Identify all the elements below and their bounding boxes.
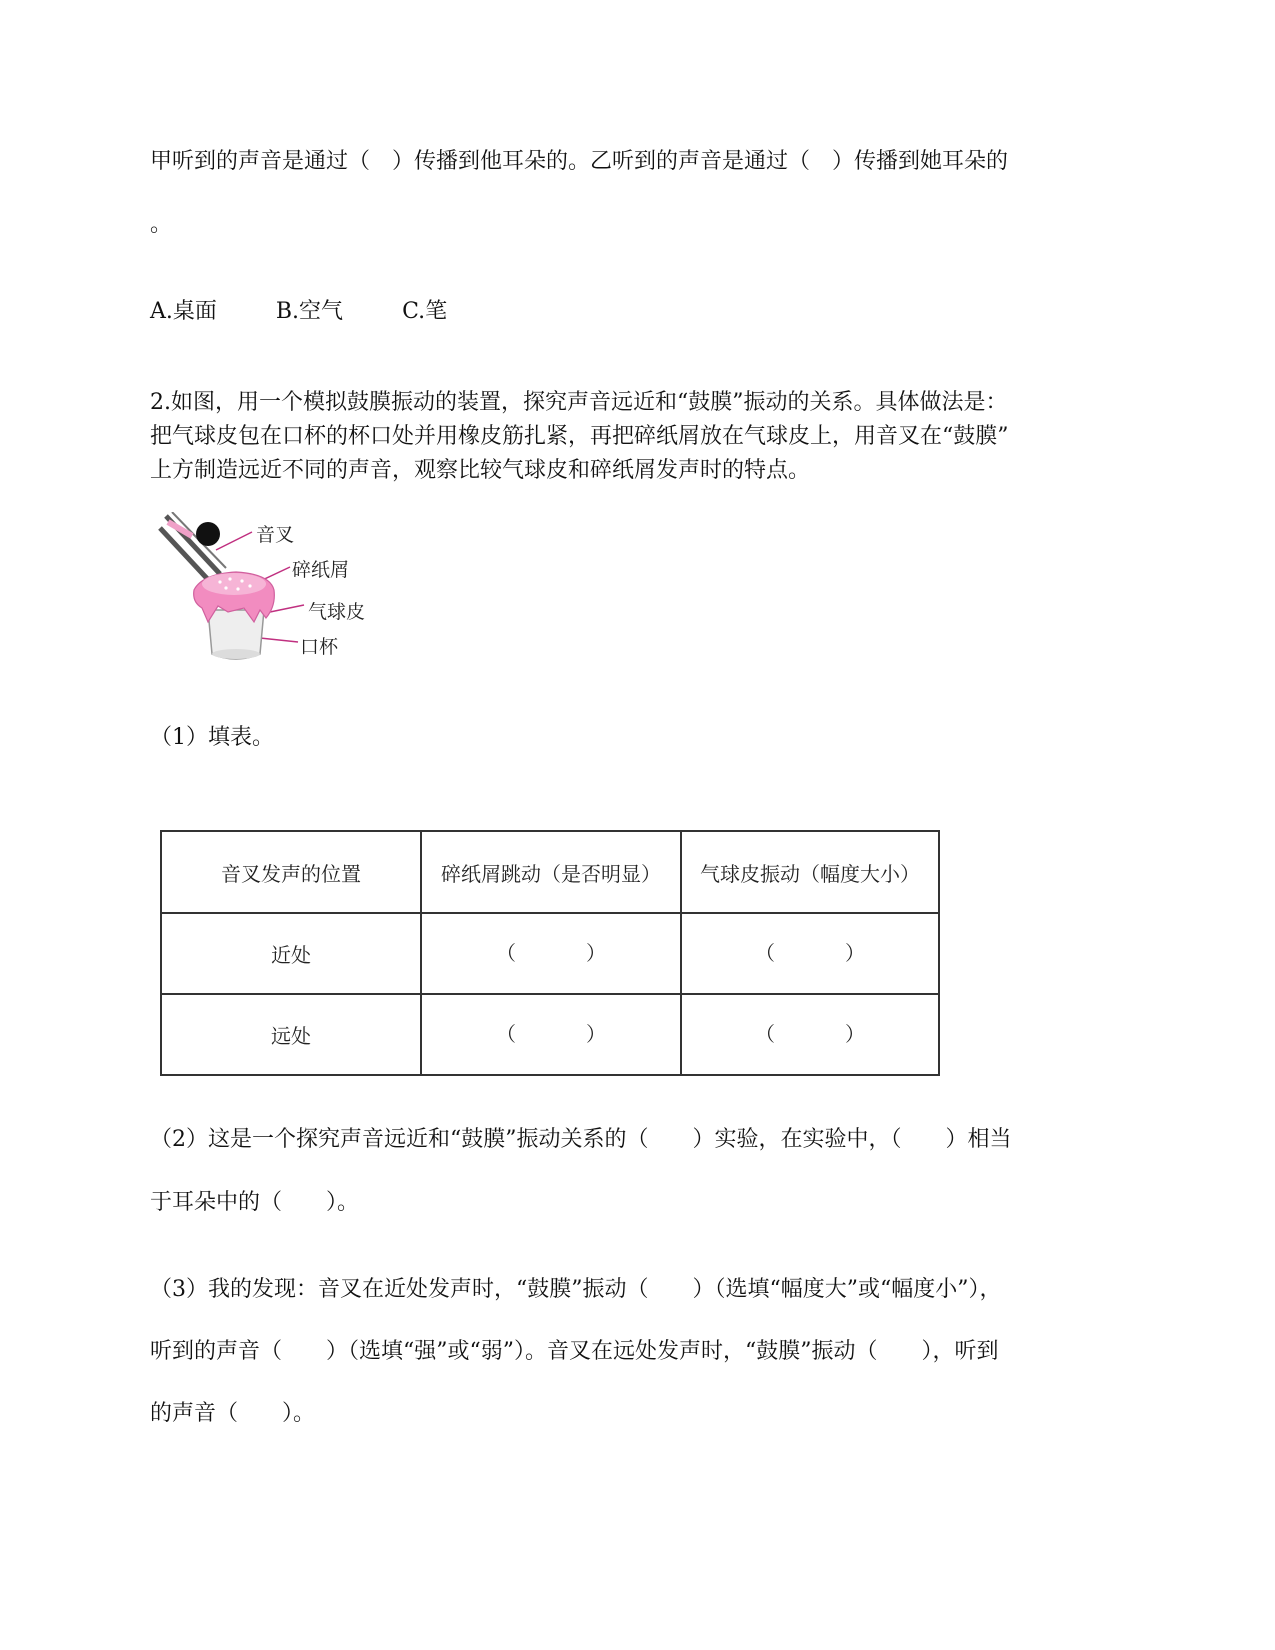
table-cell-blank[interactable]: （ ） [421, 994, 681, 1075]
paper-scraps-area [202, 573, 266, 595]
q2-intro-line: 上方制造远近不同的声音，观察比较气球皮和碎纸屑发声时的特点。 [150, 458, 811, 483]
q2-sub3-line3: 的声音（ ）。 [150, 1401, 316, 1426]
table-row [161, 994, 939, 1075]
table-cell-blank[interactable]: （ ） [421, 913, 681, 994]
table-cell-blank[interactable]: （ ） [681, 994, 939, 1075]
q1-option-b: B.空气 [275, 299, 344, 324]
fill-in-table [160, 830, 940, 1076]
eardrum-apparatus-figure [158, 512, 398, 682]
q1-stem-line1: 甲听到的声音是通过（ ）传播到他耳朵的。乙听到的声音是通过（ ）传播到她耳朵的 [150, 149, 1009, 174]
q2-sub2-line1: （2）这是一个探究声音远近和“鼓膜”振动关系的（ ）实验，在实验中，（ ）相当 [150, 1127, 1012, 1152]
q2-intro [150, 386, 1130, 488]
label-paper-scraps: 碎纸屑 [292, 559, 350, 581]
table-cell-position: 远处 [161, 994, 421, 1075]
q2-sub2-line2: 于耳朵中的（ ）。 [150, 1190, 360, 1215]
q2-intro-line: 把气球皮包在口杯的杯口处并用橡皮筋扎紧，再把碎纸屑放在气球皮上，用音叉在“鼓膜” [150, 424, 1009, 449]
q1-option-c: C.笔 [402, 299, 448, 324]
q1-options [150, 301, 499, 323]
table-header: 音叉发声的位置 [161, 831, 421, 913]
q2-intro-line: 2.如图，用一个模拟鼓膜振动的装置，探究声音远近和“鼓膜”振动的关系。具体做法是： [150, 390, 1008, 415]
table-header: 碎纸屑跳动（是否明显） [421, 831, 681, 913]
table-cell-blank[interactable]: （ ） [681, 913, 939, 994]
label-tuning-fork: 音叉 [256, 524, 295, 546]
q2-sub3-line2: 听到的声音（ ）（选填“强”或“弱”）。音叉在远处发声时，“鼓膜”振动（ ），听到 [150, 1339, 999, 1364]
label-balloon-skin: 气球皮 [308, 601, 366, 623]
striker-ball [196, 522, 220, 546]
table-row [161, 913, 939, 994]
label-cup: 口杯 [300, 636, 339, 658]
table-header: 气球皮振动（幅度大小） [681, 831, 939, 913]
q1-stem-line2: 。 [150, 212, 173, 237]
q2-sub3-line1: （3）我的发现：音叉在近处发声时，“鼓膜”振动（ ）（选填“幅度大”或“幅度小”）， [150, 1277, 1002, 1302]
q2-sub1: （1）填表。 [150, 725, 274, 750]
table-cell-position: 近处 [161, 913, 421, 994]
q1-option-a: A.桌面 [150, 299, 217, 324]
